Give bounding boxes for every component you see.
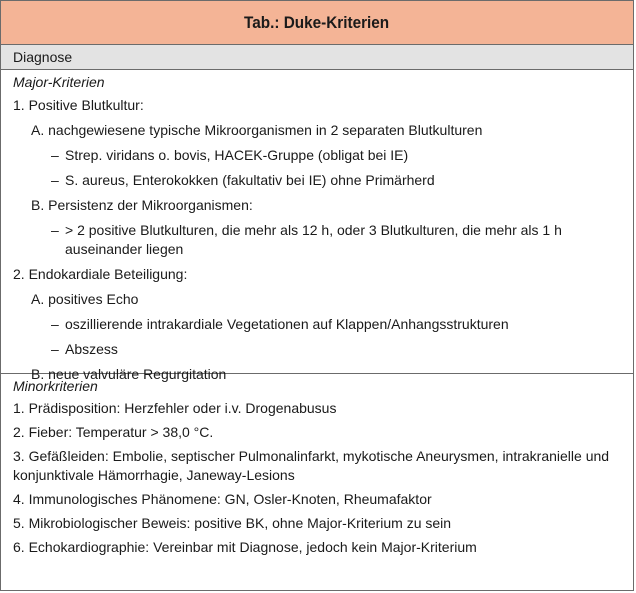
list-item: 2. Endokardiale Beteiligung: [13,266,188,282]
list-item-text: oszillierende intrakardiale Vegetationen auf Klappen/Anhangsstrukturen [65,316,509,332]
dash-marker: – [51,341,59,357]
dash-marker: – [51,147,59,163]
list-item: B. Persistenz der Mikroorganismen: [31,197,253,213]
list-item: A. nachgewiesene typische Mikroorganismen in 2 separaten Blutkulturen [31,122,483,138]
dash-marker: – [51,316,59,332]
table-title-bar [1,1,633,45]
column-header [1,45,633,70]
list-item [1,340,633,359]
list-item: B. neue valvuläre Regurgitation [31,366,227,382]
major-criteria-section [1,70,633,382]
table-title: Tab.: Duke-Kriterien [244,12,390,32]
list-item [1,171,633,190]
minor-criteria-section [1,374,633,557]
list-item: 5. Mikrobiologischer Beweis: positive BK, ohne Major-Kriterium zu sein [13,515,452,531]
list-item [1,146,633,165]
list-item-text: Strep. viridans o. bovis, HACEK-Gruppe (obligat bei IE) [65,147,409,163]
list-item: 6. Echokardiographie: Vereinbar mit Diagnose, jedoch kein Major-Kriterium [13,539,477,555]
minor-criteria-heading: Minorkriterien [13,378,98,394]
list-item-text: Abszess [65,341,118,357]
list-item: 1. Positive Blutkultur: [13,97,144,113]
list-item [1,315,633,334]
list-item-text: S. aureus, Enterokokken (fakultativ bei IE) ohne Primärherd [65,172,435,188]
list-item: 4. Immunologisches Phänomene: GN, Osler-Knoten, Rheumafaktor [13,491,432,507]
list-item [1,221,633,259]
list-item-text: > 2 positive Blutkulturen, die mehr als 12 h, oder 3 Blutkulturen, die mehr als 1 h auseinander liegen [65,222,562,257]
list-item: 2. Fieber: Temperatur > 38,0 °C. [13,424,214,440]
major-criteria-heading: Major-Kriterien [13,74,105,90]
list-item: 3. Gefäßleiden: Embolie, septischer Pulmonalinfarkt, mykotische Aneurysmen, intrakranielle und konjunktivale Hämorrhagie, Janeway-Lesions [13,448,610,483]
dash-marker: – [51,222,59,238]
list-item: A. positives Echo [31,291,139,307]
column-header-label: Diagnose [13,49,73,65]
dash-marker: – [51,172,59,188]
list-item: 1. Prädisposition: Herzfehler oder i.v. Drogenabusus [13,400,337,416]
